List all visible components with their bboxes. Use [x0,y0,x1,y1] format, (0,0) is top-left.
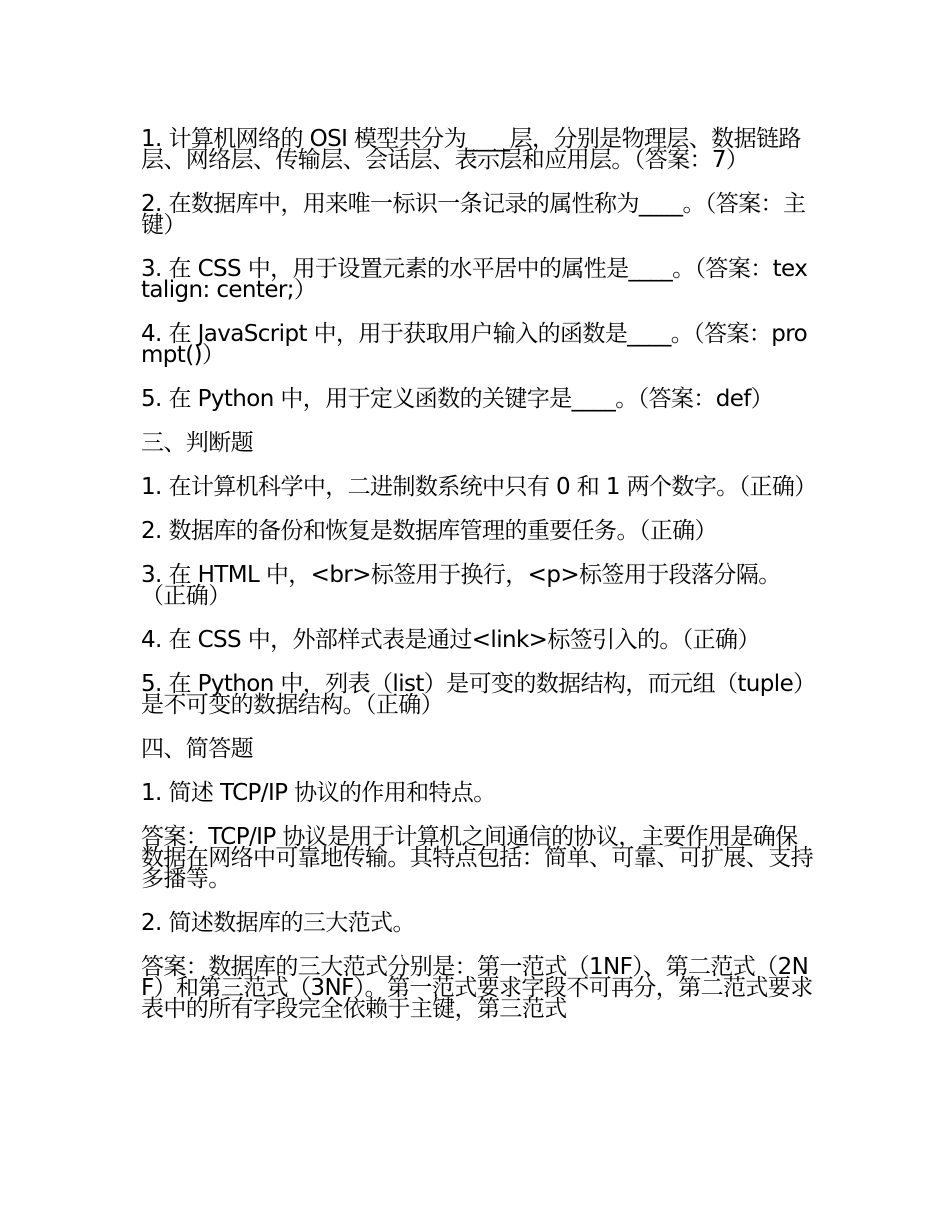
short-answer-answer-1: 答案：TCP/IP 协议是用于计算机之间通信的协议，主要作用是确保数据在网络中可靠地传输。其特点包括：简单、可靠、可扩展、支持多播等。 [141,824,814,892]
fill-blank-question-3: 3. 在 CSS 中，用于设置元素的水平居中的属性是____。（答案：textalign: center;） [141,256,808,303]
fill-blank-question-1: 1. 计算机网络的 OSI 模型共分为____层，分别是物理层、数据链路层、网络层、传输层、会话层、表示层和应用层。（答案：7） [141,126,801,173]
true-false-question-1: 1. 在计算机科学中，二进制数系统中只有 0 和 1 两个数字。（正确） [141,474,817,500]
true-false-question-3: 3. 在 HTML 中，<br>标签用于换行，<p>标签用于段落分隔。（正确） [141,562,781,609]
short-answer-question-2: 2. 简述数据库的三大范式。 [141,910,415,936]
true-false-question-5: 5. 在 Python 中，列表（list）是可变的数据结构，而元组（tuple）是不可变的数据结构。（正确） [141,671,805,718]
true-false-question-2: 2. 数据库的备份和恢复是数据库管理的重要任务。（正确） [141,518,717,544]
section-heading-true-false: 三、判断题 [141,430,254,456]
document-body [141,126,817,1043]
true-false-question-4: 4. 在 CSS 中，外部样式表是通过<link>标签引入的。（正确） [141,627,760,653]
fill-blank-question-4: 4. 在 JavaScript 中，用于获取用户输入的函数是____。（答案：prompt()） [141,321,808,368]
short-answer-answer-2: 答案：数据库的三大范式分别是：第一范式（1NF）、第二范式（2NF）和第三范式（3NF）。第一范式要求字段不可再分，第二范式要求表中的所有字段完全依赖于主键，第三范式 [141,954,813,1022]
short-answer-question-1: 1. 简述 TCP/IP 协议的作用和特点。 [141,780,496,806]
fill-blank-question-5: 5. 在 Python 中，用于定义函数的关键字是____。（答案：def） [141,386,774,412]
fill-blank-question-2: 2. 在数据库中，用来唯一标识一条记录的属性称为____。（答案：主键） [141,191,806,238]
section-heading-short-answer: 四、简答题 [141,736,254,762]
